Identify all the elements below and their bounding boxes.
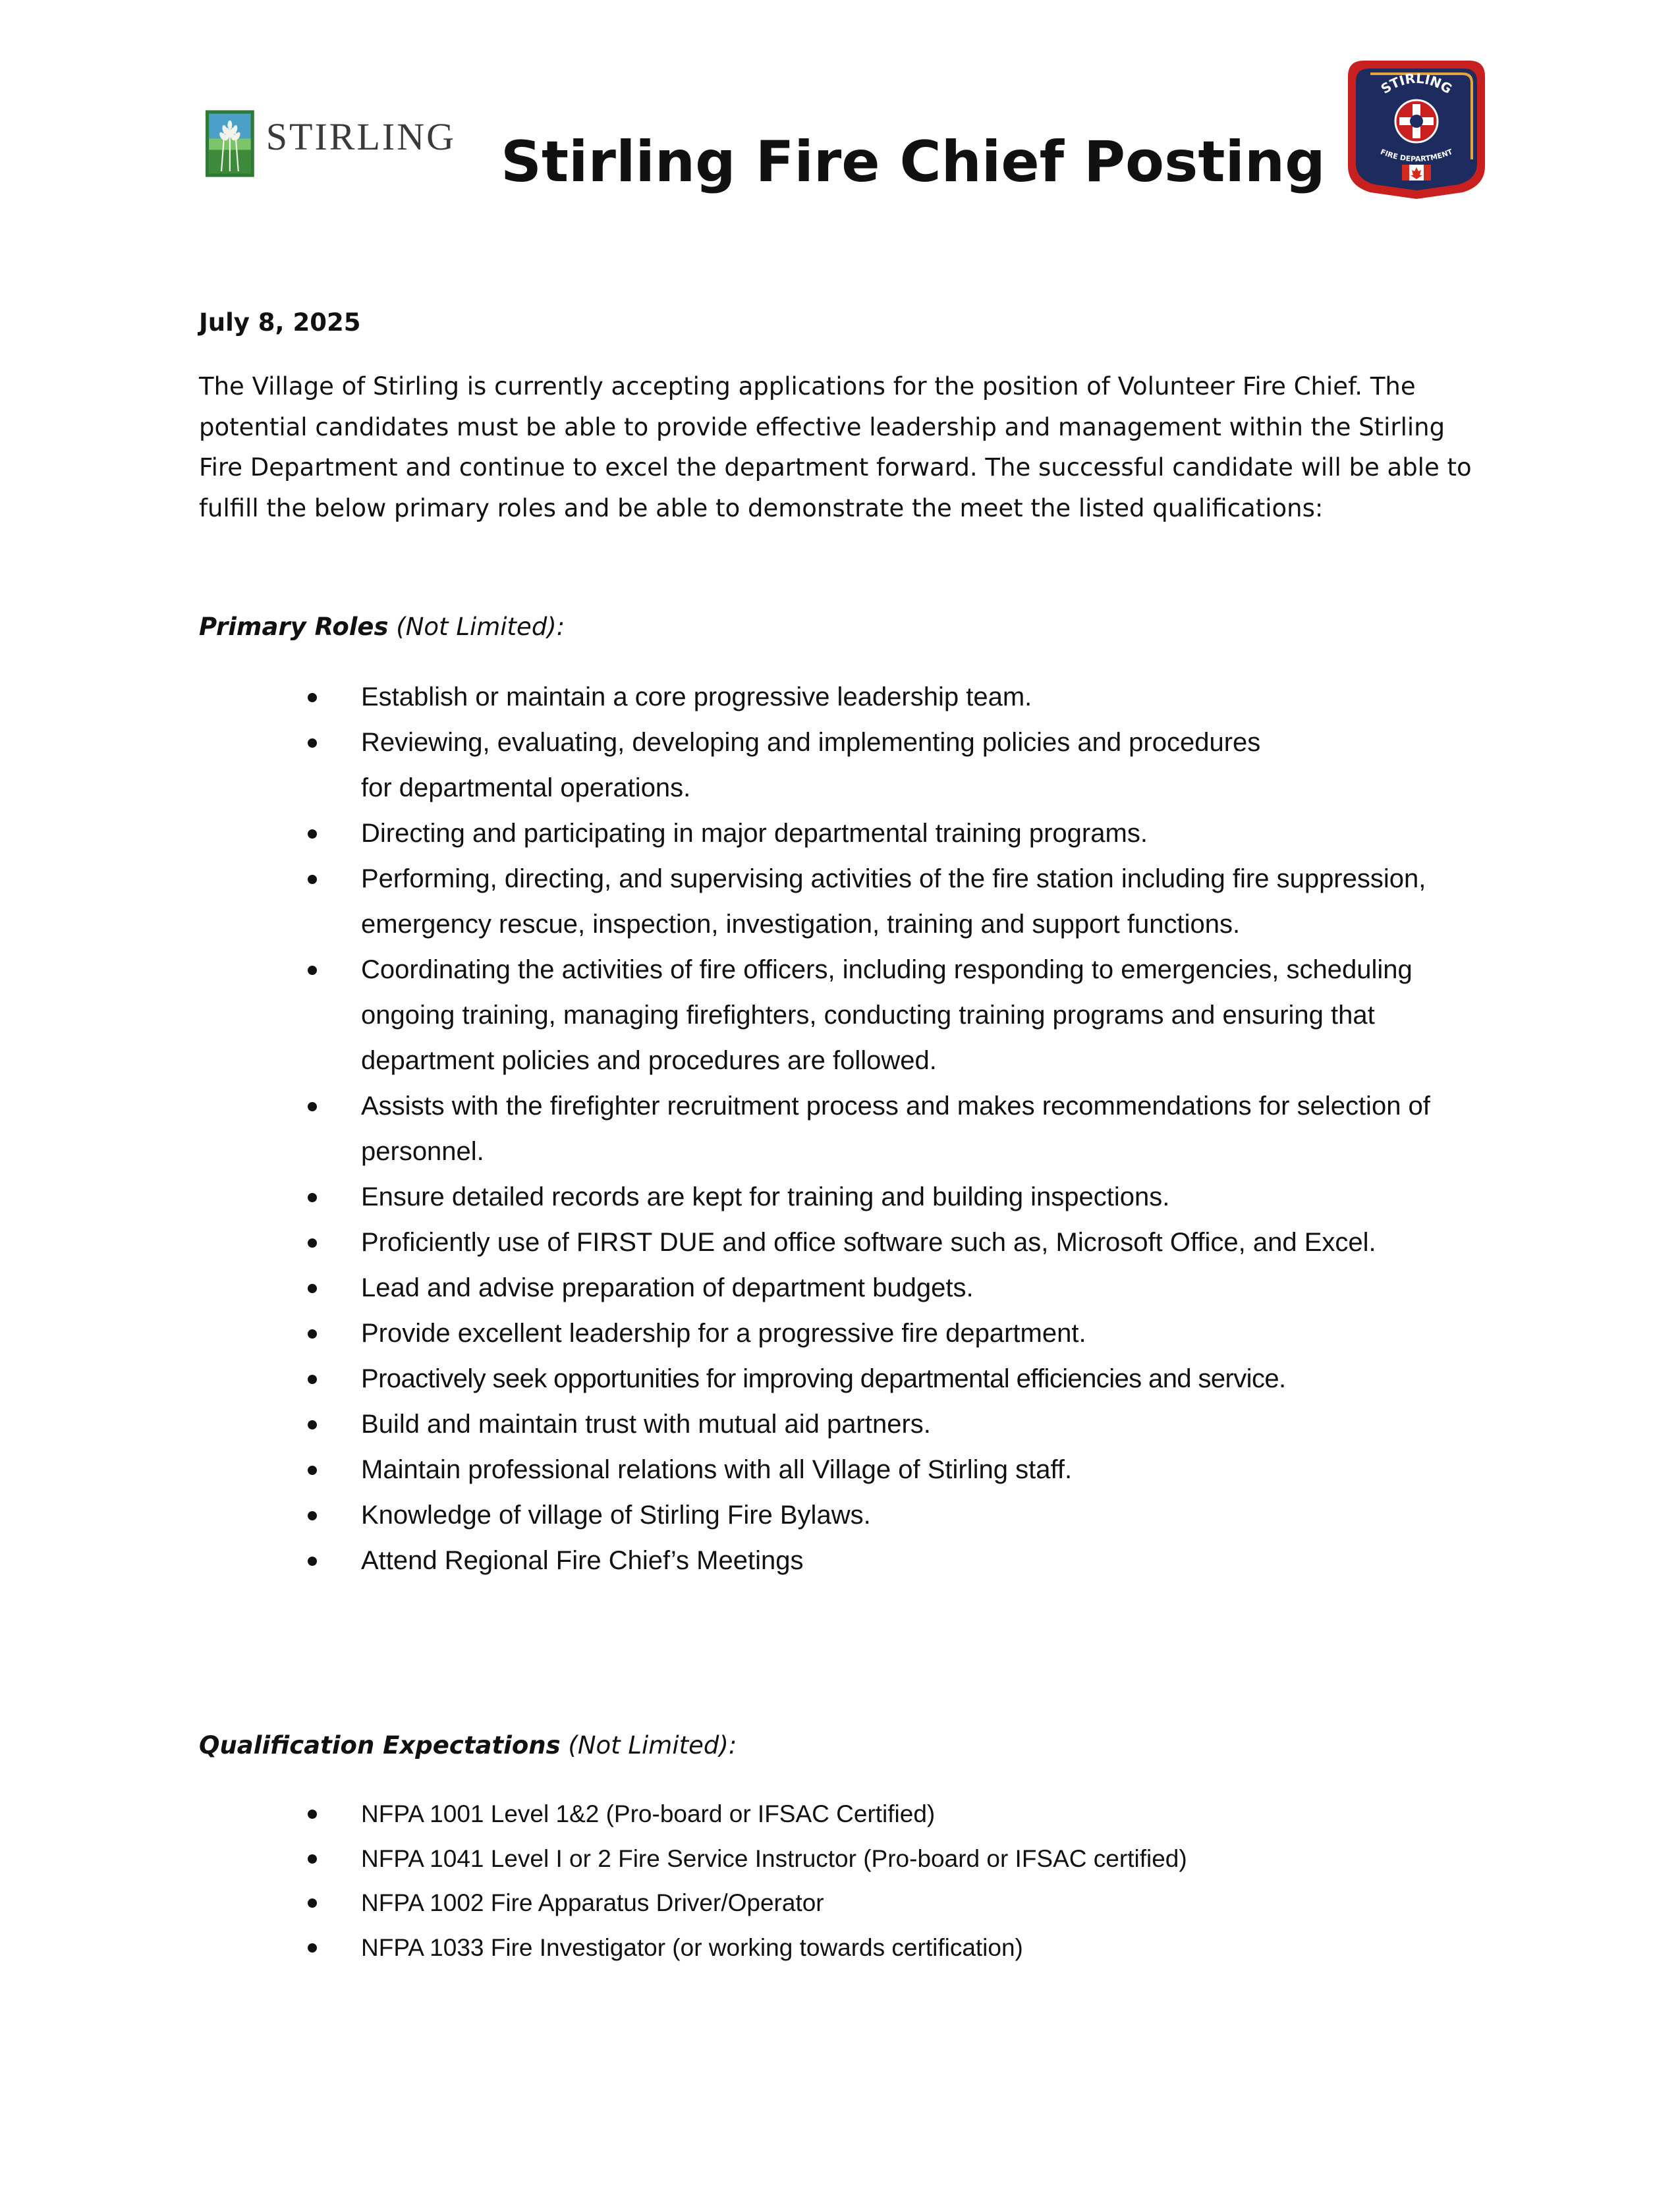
bullet-icon [308,1193,317,1202]
primary-roles-heading [199,613,1490,641]
qualification-heading-rest: (Not Limited): [560,1731,737,1760]
list-item: Establish or maintain a core progressive leadership team. [310,675,1496,720]
stirling-village-logo [206,104,456,183]
bullet-icon [308,738,317,748]
list-item: Knowledge of village of Stirling Fire Bylaws. [310,1493,1496,1538]
wheat-logo-icon [206,105,254,182]
bullet-icon [308,693,317,702]
primary-roles-heading-bold: Primary Roles [199,613,389,641]
bullet-icon [308,1898,317,1908]
bullet-icon [308,1511,317,1520]
intro-paragraph: The Village of Stirling is currently accepting applications for the position of Volunteer Fire Chief. The potential candidates must be able to provide effective leadership and management within the Stirling Fire Department and continue to excel the department forward. The successful candidate will be able to fulfill the below primary roles and be able to demonstrate the meet the listed qualifications: [199,372,1472,522]
list-item: Lead and advise preparation of department budgets. [310,1265,1496,1311]
list-item: Reviewing, evaluating, developing and implementing policies and procedures for departmental operations. [310,720,1297,811]
qualifications-list [310,1792,1496,1970]
logo-wordmark: STIRLING [266,115,456,158]
list-item: Performing, directing, and supervising activities of the fire station including fire suppression, emergency rescue, inspection, investigation, training and support functions. [310,856,1481,947]
posting-date: July 8, 2025 [199,308,361,337]
list-item: Provide excellent leadership for a progressive fire department. [310,1311,1496,1356]
qualification-heading [199,1731,1490,1760]
bullet-icon [308,1329,317,1339]
bullet-icon [308,1375,317,1384]
list-item: Attend Regional Fire Chief’s Meetings [310,1538,1496,1584]
bullet-icon [308,875,317,884]
fire-department-badge-icon [1344,54,1489,200]
list-item: NFPA 1001 Level 1&2 (Pro-board or IFSAC Certified) [310,1792,1496,1837]
list-item: Directing and participating in major departmental training programs. [310,811,1496,856]
primary-roles-heading-rest: (Not Limited): [388,613,565,641]
list-item: Coordinating the activities of fire officers, including responding to emergencies, scheduling ongoing training, managing firefighters, conducting training programs and ensuring that department policies and procedures are followed. [310,947,1507,1084]
bullet-icon [308,1420,317,1429]
bullet-icon [308,1943,317,1953]
list-item: NFPA 1041 Level I or 2 Fire Service Instructor (Pro-board or IFSAC certified) [310,1837,1496,1881]
primary-roles-list [310,675,1496,1584]
badge-bottom-text: FIRE DEPARTMENT [1379,147,1454,164]
list-item: Assists with the firefighter recruitment process and makes recommendations for selection of personnel. [310,1084,1507,1175]
bullet-icon [308,1854,317,1864]
bullet-icon [308,1102,317,1111]
bullet-icon [308,966,317,975]
canada-flag-icon [1402,165,1431,180]
list-item: Maintain professional relations with all Village of Stirling staff. [310,1447,1496,1493]
list-item: NFPA 1002 Fire Apparatus Driver/Operator [310,1881,1496,1926]
bullet-icon [308,1284,317,1293]
list-item: Build and maintain trust with mutual aid partners. [310,1402,1496,1447]
bullet-icon [308,829,317,839]
list-item: Ensure detailed records are kept for training and building inspections. [310,1175,1496,1220]
bullet-icon [308,1557,317,1566]
badge-top-text: STIRLING [1378,70,1455,97]
bullet-icon [308,1466,317,1475]
bullet-icon [308,1810,317,1819]
list-item: Proficiently use of FIRST DUE and office software such as, Microsoft Office, and Excel. [310,1220,1507,1265]
qualification-heading-bold: Qualification Expectations [199,1731,561,1760]
list-item: NFPA 1033 Fire Investigator (or working towards certification) [310,1926,1496,1970]
list-item: Proactively seek opportunities for improving departmental efficiencies and service. [310,1356,1567,1402]
page-title: Stirling Fire Chief Posting [501,129,1326,195]
bullet-icon [308,1238,317,1248]
